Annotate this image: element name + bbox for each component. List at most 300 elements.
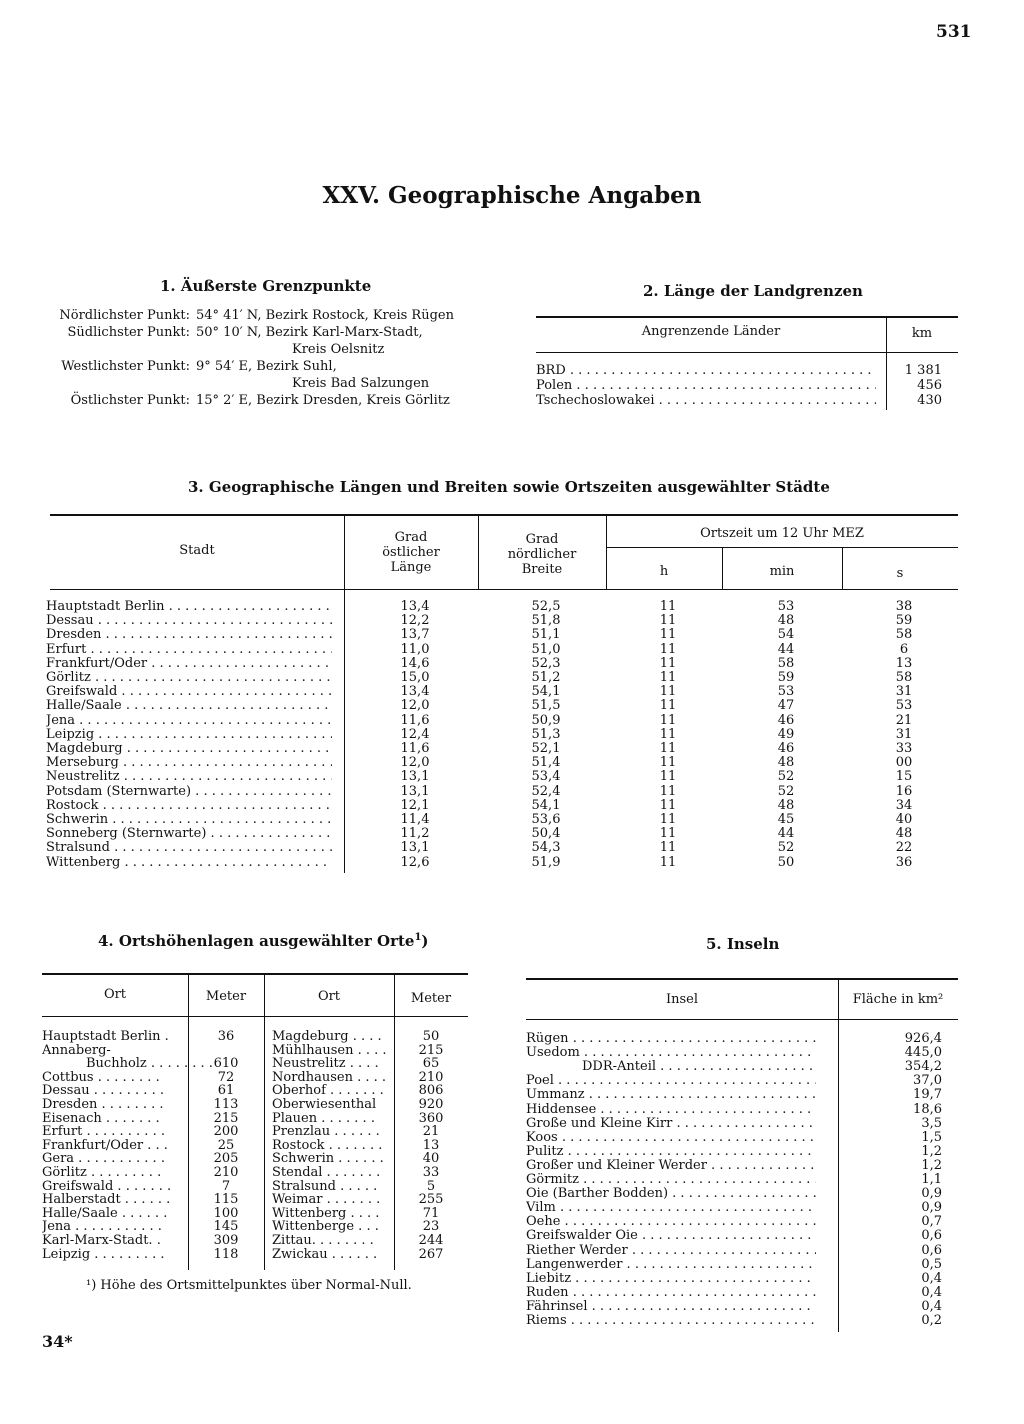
place-name: Oberhof . . . . . . .	[272, 1084, 384, 1099]
island-area: 19,7	[913, 1087, 942, 1103]
island-area: 0,5	[921, 1256, 942, 1272]
cell-minutes: 53	[777, 684, 795, 700]
section2-title: 2. Länge der Landgrenzen	[643, 282, 863, 300]
island-name: Görmitz . . .	[526, 1173, 816, 1187]
cell-minutes: 46	[777, 712, 795, 728]
cell-hours: 11	[659, 840, 677, 856]
city-name: Magdeburg . . .	[46, 742, 332, 756]
col-header-min: min	[769, 564, 795, 579]
cell-hours: 11	[659, 627, 677, 643]
table-row	[526, 1117, 958, 1131]
island-name: Hiddensee . . .	[526, 1103, 816, 1117]
place-height: 200	[213, 1124, 239, 1140]
col-header-island: Insel	[665, 992, 699, 1007]
city-name: Sonneberg (Sternwarte) . . .	[46, 827, 332, 841]
table-row	[46, 714, 958, 728]
cell-latitude: 53,4	[531, 769, 561, 785]
city-name: Leipzig . . .	[46, 728, 332, 742]
place-height: 309	[213, 1233, 239, 1248]
cell-latitude: 53,6	[531, 812, 561, 827]
section5-title: 5. Inseln	[706, 935, 780, 953]
cell-seconds: 6	[899, 641, 909, 657]
cell-seconds: 34	[895, 797, 913, 813]
header-line: östlicher	[382, 545, 440, 560]
place-name: Cottbus . . . . . . . .	[42, 1070, 160, 1085]
island-name: Langenwerder . . .	[526, 1258, 816, 1272]
island-area: 0,2	[921, 1313, 942, 1328]
rule	[50, 589, 958, 590]
island-name: Oehe . . .	[526, 1215, 816, 1229]
place-name: Prenzlau . . . . . .	[272, 1125, 380, 1140]
island-name: Rügen . . .	[526, 1032, 816, 1046]
cell-minutes: 48	[777, 797, 795, 813]
col-header-meter-right: Meter	[410, 991, 452, 1006]
chapter-title: XXV. Geographische Angaben	[322, 182, 702, 209]
cell-latitude: 52,3	[531, 655, 561, 671]
place-name: Leipzig . . . . . . . . .	[42, 1247, 165, 1262]
cell-longitude: 13,1	[400, 840, 430, 856]
border-point-label: Westlichster Punkt:	[61, 359, 190, 374]
island-name: DDR-Anteil . . .	[582, 1060, 816, 1074]
city-name: Dresden . . .	[46, 628, 332, 642]
footnote-marker: 1	[414, 932, 422, 943]
cell-seconds: 38	[895, 599, 913, 614]
cell-minutes: 59	[777, 670, 795, 685]
cell-minutes: 58	[777, 655, 795, 671]
island-area: 354,2	[904, 1059, 942, 1075]
cell-latitude: 52,5	[531, 599, 561, 614]
rule	[526, 978, 958, 980]
table-row	[526, 1145, 958, 1159]
table-row	[536, 379, 958, 393]
island-area: 0,6	[921, 1228, 942, 1244]
place-height: 215	[213, 1110, 239, 1126]
table-row	[42, 1220, 468, 1234]
island-area: 445,0	[904, 1045, 942, 1061]
cell-minutes: 44	[777, 641, 795, 657]
place-height: 72	[217, 1069, 235, 1085]
country-name: Tschechoslowakei . . .	[536, 394, 876, 408]
place-name: Magdeburg . . . .	[272, 1030, 382, 1044]
table-row	[46, 600, 958, 614]
cell-seconds: 15	[895, 769, 913, 785]
cell-latitude: 51,2	[531, 670, 561, 685]
col-header-city: Stadt	[179, 543, 215, 558]
place-height: 65	[422, 1056, 440, 1072]
place-name: Erfurt . . . . . . . . . .	[42, 1125, 165, 1140]
table-row	[46, 756, 958, 770]
cell-latitude: 50,9	[531, 712, 561, 728]
table-row	[46, 685, 958, 699]
table-row	[42, 1193, 468, 1207]
cell-hours: 11	[659, 826, 677, 842]
border-length-km: 456	[917, 378, 942, 393]
cell-minutes: 49	[777, 726, 795, 742]
island-name: Oie (Barther Bodden) . . .	[526, 1187, 816, 1201]
place-name: Buchholz . . . . . . . .	[86, 1057, 213, 1072]
island-area: 0,4	[921, 1284, 942, 1300]
island-area: 1,1	[921, 1172, 942, 1187]
place-height: 33	[422, 1165, 440, 1180]
table-row	[536, 394, 958, 408]
city-name: Hauptstadt Berlin . . .	[46, 600, 332, 614]
col-header-s: s	[896, 566, 904, 581]
place-name: Weimar . . . . . . .	[272, 1193, 381, 1208]
place-name: Gera . . . . . . . . . . .	[42, 1152, 165, 1167]
table-row	[42, 1030, 468, 1044]
place-height: 13	[422, 1137, 440, 1153]
cell-longitude: 13,1	[400, 783, 430, 799]
city-name: Merseburg . . .	[46, 756, 332, 770]
island-area: 0,9	[921, 1186, 942, 1202]
table-row	[42, 1139, 468, 1153]
cell-hours: 11	[659, 755, 677, 771]
border-point-label: Östlichster Punkt:	[70, 393, 190, 408]
place-name: Rostock . . . . . . .	[272, 1138, 383, 1153]
section4-title-close: )	[421, 932, 429, 950]
table-row	[42, 1044, 468, 1058]
cell-latitude: 54,1	[531, 684, 561, 700]
place-height: 25	[217, 1137, 235, 1153]
cell-longitude: 13,4	[400, 599, 430, 614]
rule	[526, 1019, 958, 1020]
cell-longitude: 12,2	[400, 613, 430, 629]
cell-hours: 11	[659, 726, 677, 742]
table-row	[46, 728, 958, 742]
island-area: 0,4	[921, 1298, 942, 1314]
cell-hours: 11	[659, 599, 677, 614]
cell-longitude: 12,0	[400, 755, 430, 771]
table-row	[42, 1207, 468, 1221]
cell-hours: 11	[659, 783, 677, 799]
table-row	[526, 1201, 958, 1215]
table-row	[42, 1071, 468, 1085]
table-row	[46, 785, 958, 799]
cell-latitude: 51,8	[531, 613, 561, 629]
cell-latitude: 51,1	[531, 627, 561, 643]
col-header-km: km	[911, 326, 933, 341]
cell-minutes: 46	[777, 741, 795, 756]
city-name: Rostock . . .	[46, 799, 332, 813]
cell-hours: 11	[659, 684, 677, 700]
cell-minutes: 48	[777, 755, 795, 771]
header-line: Länge	[390, 560, 432, 575]
place-height: 255	[418, 1192, 444, 1208]
cell-seconds: 53	[895, 698, 913, 714]
table-row	[42, 1125, 468, 1139]
cell-seconds: 36	[895, 854, 913, 870]
place-height: 210	[418, 1069, 444, 1085]
cell-latitude: 51,5	[531, 698, 561, 714]
place-height: 36	[217, 1029, 235, 1044]
table-row	[46, 643, 958, 657]
city-name: Stralsund . . .	[46, 841, 332, 855]
section4-title-text: 4. Ortshöhenlagen ausgewählter Orte	[98, 932, 415, 950]
place-height: 5	[426, 1178, 436, 1194]
place-height: 21	[422, 1124, 440, 1140]
place-name: Frankfurt/Oder . . .	[42, 1138, 168, 1153]
cell-longitude: 12,6	[400, 854, 430, 870]
table-row	[526, 1286, 958, 1300]
cell-seconds: 40	[895, 812, 913, 827]
place-name: Zittau. . . . . . . .	[272, 1234, 374, 1248]
place-name: Wittenberge . . .	[272, 1220, 379, 1235]
cell-hours: 11	[659, 655, 677, 671]
table-row	[526, 1046, 958, 1060]
place-height: 23	[422, 1219, 440, 1235]
cell-minutes: 53	[777, 599, 795, 614]
table-row	[526, 1300, 958, 1314]
city-name: Görlitz . . .	[46, 671, 332, 685]
cell-longitude: 14,6	[400, 655, 430, 671]
place-height: 267	[418, 1246, 444, 1262]
place-name: Oberwiesenthal	[272, 1098, 377, 1112]
place-name: Dresden . . . . . . . .	[42, 1098, 164, 1112]
table-row	[526, 1060, 958, 1074]
place-height: 244	[418, 1233, 444, 1248]
col-header-latitude	[478, 532, 606, 577]
cell-latitude: 50,4	[531, 826, 561, 842]
cell-minutes: 44	[777, 826, 795, 842]
header-line: Grad	[525, 532, 559, 547]
cell-longitude: 12,1	[400, 797, 430, 813]
cell-minutes: 52	[777, 840, 795, 856]
cell-seconds: 22	[895, 840, 913, 856]
cell-latitude: 52,1	[531, 741, 561, 756]
place-name: Neustrelitz . . . .	[272, 1057, 379, 1072]
cell-minutes: 47	[777, 698, 795, 714]
table-row	[536, 364, 958, 378]
cell-seconds: 59	[895, 613, 913, 629]
city-name: Frankfurt/Oder . . .	[46, 657, 332, 671]
border-point-value: 54° 41′ N, Bezirk Rostock, Kreis Rügen	[196, 308, 454, 323]
cell-seconds: 31	[895, 684, 913, 700]
place-height: 115	[213, 1192, 239, 1208]
col-header-countries: Angrenzende Länder	[641, 324, 781, 339]
island-name: Fährinsel . . .	[526, 1300, 816, 1314]
table-row	[42, 1098, 468, 1112]
cell-minutes: 48	[777, 613, 795, 629]
border-point-value: 9° 54′ E, Bezirk Suhl,	[196, 359, 337, 374]
place-height: 205	[213, 1151, 239, 1167]
place-name: Zwickau . . . . . .	[272, 1247, 378, 1262]
border-point-value: 50° 10′ N, Bezirk Karl-Marx-Stadt,	[196, 325, 423, 340]
island-area: 1,2	[921, 1157, 942, 1173]
island-name: Ruden . . .	[526, 1286, 816, 1300]
city-name: Erfurt . . .	[46, 643, 332, 657]
place-name: Wittenberg . . . .	[272, 1206, 380, 1221]
col-header-h: h	[659, 564, 669, 579]
table-row	[46, 827, 958, 841]
place-name: Nordhausen . . . .	[272, 1070, 387, 1085]
table-row	[46, 671, 958, 685]
rule	[42, 973, 468, 975]
island-name: Poel . . .	[526, 1074, 816, 1088]
place-name: Mühlhausen . . . .	[272, 1043, 387, 1058]
place-name: Schwerin . . . . . .	[272, 1152, 384, 1167]
place-height: 71	[422, 1205, 440, 1221]
cell-latitude: 51,3	[531, 726, 561, 742]
table-row	[526, 1187, 958, 1201]
island-area: 1,2	[921, 1143, 942, 1159]
cell-seconds: 31	[895, 726, 913, 742]
place-height: 610	[213, 1056, 239, 1072]
cell-hours: 11	[659, 854, 677, 870]
rule	[606, 547, 958, 548]
city-name: Dessau . . .	[46, 614, 332, 628]
cell-longitude: 12,4	[400, 726, 430, 742]
island-area: 0,9	[921, 1200, 942, 1216]
cell-minutes: 54	[777, 627, 795, 643]
place-name: Dessau . . . . . . . . .	[42, 1084, 164, 1099]
table-row	[526, 1131, 958, 1145]
col-header-place-left: Ort	[103, 987, 127, 1002]
table-row	[46, 813, 958, 827]
cell-hours: 11	[659, 769, 677, 785]
place-name: Stralsund . . . . .	[272, 1179, 378, 1194]
table-row	[42, 1248, 468, 1262]
island-area: 1,5	[921, 1129, 942, 1145]
cell-longitude: 11,0	[400, 641, 430, 657]
city-name: Halle/Saale . . .	[46, 699, 332, 713]
header-line: Breite	[521, 562, 563, 577]
place-height: 806	[418, 1083, 444, 1099]
border-length-km: 430	[917, 393, 942, 408]
country-name: BRD . . .	[536, 364, 876, 378]
city-name: Potsdam (Sternwarte) . . .	[46, 785, 332, 799]
place-name: Annaberg-	[42, 1043, 111, 1058]
border-point-value-cont: Kreis Bad Salzungen	[292, 376, 430, 391]
island-area: 3,5	[921, 1115, 942, 1131]
table-row	[42, 1234, 468, 1248]
table-row	[526, 1103, 958, 1117]
rule	[264, 975, 265, 1016]
place-name: Jena . . . . . . . . . . .	[42, 1220, 162, 1235]
cell-latitude: 51,9	[531, 854, 561, 870]
header-line: Grad	[394, 530, 428, 545]
place-name: Halberstadt . . . . . .	[42, 1193, 171, 1208]
table-row	[526, 1314, 958, 1328]
island-name: Liebitz . . .	[526, 1272, 816, 1286]
table-row	[46, 614, 958, 628]
rule	[536, 316, 958, 318]
border-point-label: Südlichster Punkt:	[67, 325, 190, 340]
place-height: 100	[213, 1205, 239, 1221]
cell-minutes: 50	[777, 854, 795, 870]
place-name: Görlitz . . . . . . . . .	[42, 1166, 162, 1180]
section4-title	[98, 932, 429, 950]
cell-hours: 11	[659, 641, 677, 657]
city-name: Greifswald . . .	[46, 685, 332, 699]
table-row	[46, 742, 958, 756]
col-header-meter-left: Meter	[205, 989, 247, 1004]
place-name: Stendal . . . . . . .	[272, 1166, 381, 1180]
table-row	[42, 1057, 468, 1071]
cell-longitude: 13,1	[400, 769, 430, 785]
island-area: 18,6	[913, 1101, 942, 1117]
place-height: 210	[213, 1165, 239, 1180]
section3-title: 3. Geographische Längen und Breiten sowie Ortszeiten ausgewählter Städte	[188, 478, 830, 496]
island-name: Große und Kleine Kirr . . .	[526, 1117, 816, 1131]
cell-minutes: 52	[777, 769, 795, 785]
cell-hours: 11	[659, 797, 677, 813]
cell-seconds: 21	[895, 712, 913, 728]
island-name: Ummanz . . .	[526, 1088, 816, 1102]
cell-seconds: 58	[895, 627, 913, 643]
cell-longitude: 11,4	[400, 812, 430, 827]
place-name: Karl-Marx-Stadt. .	[42, 1234, 161, 1248]
section1-title: 1. Äußerste Grenzpunkte	[160, 277, 372, 295]
cell-seconds: 16	[895, 783, 913, 799]
country-name: Polen . . .	[536, 379, 876, 393]
footnote: ¹) Höhe des Ortsmittelpunktes über Normal-Null.	[86, 1278, 412, 1293]
col-header-area: Fläche in km²	[852, 992, 944, 1007]
page-number: 531	[936, 22, 972, 42]
border-point-value: 15° 2′ E, Bezirk Dresden, Kreis Görlitz	[196, 393, 450, 408]
place-height: 920	[418, 1097, 444, 1112]
table-row	[42, 1180, 468, 1194]
cell-longitude: 13,7	[400, 627, 430, 643]
table-row	[526, 1088, 958, 1102]
rule	[536, 352, 958, 353]
place-height: 118	[213, 1246, 239, 1262]
table-row	[42, 1152, 468, 1166]
cell-longitude: 11,6	[400, 741, 430, 756]
table-row	[46, 770, 958, 784]
table-row	[46, 841, 958, 855]
table-row	[42, 1166, 468, 1180]
place-height: 7	[221, 1178, 231, 1194]
place-name: Greifswald . . . . . . .	[42, 1179, 172, 1194]
cell-latitude: 52,4	[531, 783, 561, 799]
table-row	[46, 628, 958, 642]
cell-longitude: 11,2	[400, 826, 430, 842]
island-name: Pulitz . . .	[526, 1145, 816, 1159]
col-header-local-time: Ortszeit um 12 Uhr MEZ	[700, 526, 864, 541]
place-height: 40	[422, 1151, 440, 1167]
place-height: 360	[418, 1110, 444, 1126]
table-row	[526, 1215, 958, 1229]
rule	[394, 975, 395, 1016]
header-line: nördlicher	[507, 547, 577, 562]
cell-hours: 11	[659, 613, 677, 629]
cell-seconds: 13	[895, 655, 913, 671]
island-area: 0,4	[921, 1270, 942, 1286]
cell-latitude: 54,1	[531, 797, 561, 813]
city-name: Wittenberg . . .	[46, 856, 332, 870]
cell-latitude: 54,3	[531, 840, 561, 856]
table-row	[526, 1258, 958, 1272]
cell-hours: 11	[659, 698, 677, 714]
cell-minutes: 52	[777, 783, 795, 799]
cell-hours: 11	[659, 670, 677, 685]
cell-longitude: 11,6	[400, 712, 430, 728]
col-header-longitude	[344, 530, 478, 575]
place-name: Hauptstadt Berlin .	[42, 1030, 169, 1044]
cell-seconds: 48	[895, 826, 913, 842]
table-row	[46, 856, 958, 870]
table-row	[42, 1112, 468, 1126]
cell-latitude: 51,0	[531, 641, 561, 657]
place-height: 113	[213, 1097, 239, 1112]
city-name: Neustrelitz . . .	[46, 770, 332, 784]
cell-longitude: 15,0	[400, 670, 430, 685]
island-name: Riether Werder . . .	[526, 1244, 816, 1258]
place-height: 215	[418, 1042, 444, 1058]
place-name: Plauen . . . . . . .	[272, 1111, 375, 1126]
island-name: Riems . . .	[526, 1314, 816, 1328]
border-length-km: 1 381	[904, 363, 942, 378]
